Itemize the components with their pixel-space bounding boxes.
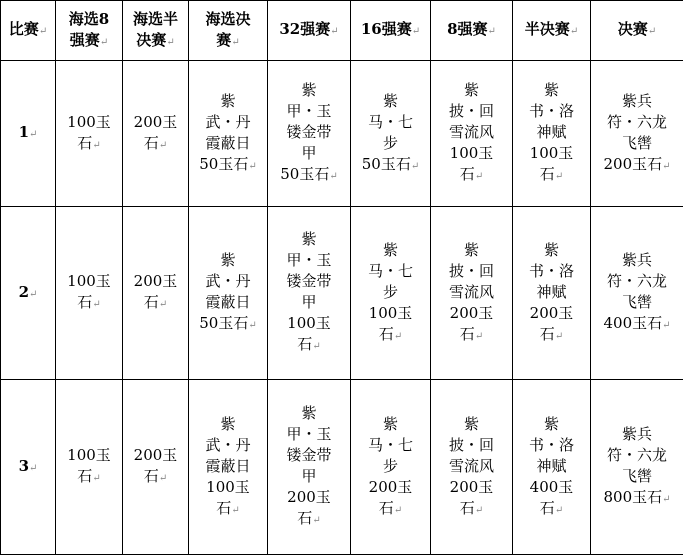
paragraph-mark: ↵ <box>411 161 419 172</box>
paragraph-mark: ↵ <box>248 161 256 172</box>
table-cell: 紫 披・回 雪流风 100玉 石↵ <box>431 61 513 207</box>
table-cell: 紫兵 符・六龙 飞辔 800玉石↵ <box>591 380 683 555</box>
table-cell: 紫 披・回 雪流风 200玉 石↵ <box>431 207 513 380</box>
header-cell-top32: 32强赛↵ <box>268 1 351 61</box>
paragraph-mark: ↵ <box>92 140 100 151</box>
paragraph-mark: ↵ <box>92 473 100 484</box>
paragraph-mark: ↵ <box>329 171 337 182</box>
paragraph-mark: ↵ <box>475 331 483 342</box>
header-cell-audition-final: 海选决 赛↵ <box>189 1 268 61</box>
table-cell: 100玉 石↵ <box>56 61 123 207</box>
table-row <box>1 207 683 380</box>
paragraph-mark: ↵ <box>92 299 100 310</box>
paragraph-mark: ↵ <box>662 161 670 172</box>
paragraph-mark: ↵ <box>231 37 239 48</box>
paragraph-mark: ↵ <box>312 341 320 352</box>
table-cell: 200玉 石↵ <box>123 380 189 555</box>
table-cell: 紫 披・回 雪流风 200玉 石↵ <box>431 380 513 555</box>
paragraph-mark: ↵ <box>29 289 37 300</box>
paragraph-mark: ↵ <box>159 299 167 310</box>
paragraph-mark: ↵ <box>29 463 37 474</box>
row-index-cell: 1↵ <box>1 61 56 207</box>
table-cell: 紫 甲・玉 镂金带 甲 100玉 石↵ <box>268 207 351 380</box>
header-cell-audition-semifinal: 海选半 决赛↵ <box>123 1 189 61</box>
paragraph-mark: ↵ <box>570 26 578 37</box>
table-cell: 紫 马・七 步 200玉 石↵ <box>351 380 431 555</box>
table-cell: 紫 武・丹 霞蔽日 50玉石↵ <box>189 207 268 380</box>
table-cell: 紫 书・洛 神赋 100玉 石↵ <box>513 61 591 207</box>
table-cell: 紫 甲・玉 镂金带 甲 200玉 石↵ <box>268 380 351 555</box>
paragraph-mark: ↵ <box>330 26 338 37</box>
paragraph-mark: ↵ <box>648 26 656 37</box>
table-cell: 紫 武・丹 霞蔽日 100玉 石↵ <box>189 380 268 555</box>
paragraph-mark: ↵ <box>29 129 37 140</box>
header-row <box>1 1 683 61</box>
paragraph-mark: ↵ <box>159 140 167 151</box>
table-cell: 紫 书・洛 神赋 400玉 石↵ <box>513 380 591 555</box>
table-cell: 200玉 石↵ <box>123 207 189 380</box>
table-cell: 紫 书・洛 神赋 200玉 石↵ <box>513 207 591 380</box>
paragraph-mark: ↵ <box>166 37 174 48</box>
table-row <box>1 380 683 555</box>
paragraph-mark: ↵ <box>475 171 483 182</box>
header-cell-top16: 16强赛↵ <box>351 1 431 61</box>
paragraph-mark: ↵ <box>159 473 167 484</box>
paragraph-mark: ↵ <box>394 505 402 516</box>
table-row <box>1 61 683 207</box>
row-index-cell: 2↵ <box>1 207 56 380</box>
paragraph-mark: ↵ <box>412 26 420 37</box>
paragraph-mark: ↵ <box>662 320 670 331</box>
paragraph-mark: ↵ <box>475 505 483 516</box>
paragraph-mark: ↵ <box>555 171 563 182</box>
header-cell-semifinal: 半决赛↵ <box>513 1 591 61</box>
table-cell: 紫 马・七 步 50玉石↵ <box>351 61 431 207</box>
paragraph-mark: ↵ <box>555 331 563 342</box>
table-cell: 紫 武・丹 霞蔽日 50玉石↵ <box>189 61 268 207</box>
header-cell-top8: 8强赛↵ <box>431 1 513 61</box>
table-cell: 200玉 石↵ <box>123 61 189 207</box>
table-cell: 100玉 石↵ <box>56 207 123 380</box>
table-cell: 100玉 石↵ <box>56 380 123 555</box>
paragraph-mark: ↵ <box>488 26 496 37</box>
table-cell: 紫兵 符・六龙 飞辔 200玉石↵ <box>591 61 683 207</box>
paragraph-mark: ↵ <box>231 505 239 516</box>
paragraph-mark: ↵ <box>394 331 402 342</box>
header-cell-match: 比赛↵ <box>1 1 56 61</box>
header-cell-audition-top8: 海选8 强赛↵ <box>56 1 123 61</box>
paragraph-mark: ↵ <box>100 37 108 48</box>
paragraph-mark: ↵ <box>555 505 563 516</box>
table-cell: 紫 马・七 步 100玉 石↵ <box>351 207 431 380</box>
table-cell: 紫兵 符・六龙 飞辔 400玉石↵ <box>591 207 683 380</box>
paragraph-mark: ↵ <box>248 320 256 331</box>
row-index-cell: 3↵ <box>1 380 56 555</box>
paragraph-mark: ↵ <box>39 26 47 37</box>
header-cell-final: 决赛↵ <box>591 1 683 61</box>
paragraph-mark: ↵ <box>662 494 670 505</box>
table-cell: 紫 甲・玉 镂金带 甲 50玉石↵ <box>268 61 351 207</box>
paragraph-mark: ↵ <box>312 515 320 526</box>
